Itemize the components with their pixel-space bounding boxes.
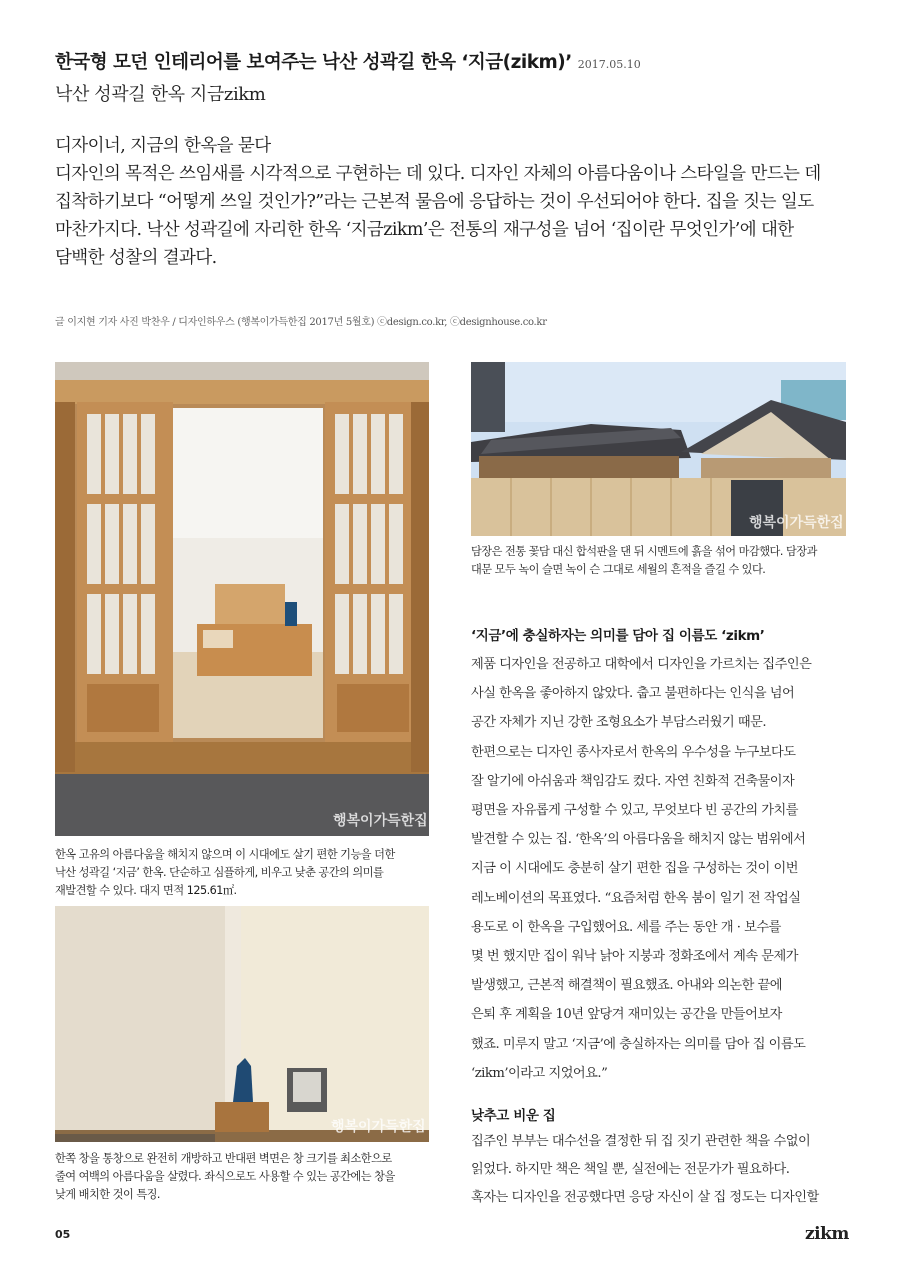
caption-line: 낮게 배치한 것이 특징. [55, 1188, 160, 1201]
body-line: 은퇴 후 계획을 10년 앞당겨 재미있는 공간을 만들어보자 [471, 1007, 782, 1023]
watermark: 행복이가득한집 [749, 515, 844, 531]
brand-logo: zikm [805, 1224, 849, 1244]
lead-line: 담백한 성찰의 결과다. [55, 248, 217, 268]
caption-line: 대문 모두 녹이 슬면 녹이 슨 그대로 세월의 흔적을 즐길 수 있다. [471, 563, 766, 576]
article-header [55, 48, 855, 74]
body-line: 발견할 수 있는 집. ‘한옥’의 아름다움을 해치지 않는 범위에서 [471, 832, 806, 848]
lead-line: 집착하기보다 “어떻게 쓰일 것인가?”라는 근본적 물음에 응답하는 것이 우선되어야 한다. 집을 짓는 일도 [55, 192, 814, 212]
body-line: 혹자는 디자인을 전공했다면 응당 자신이 살 집 정도는 디자인할 [471, 1190, 819, 1205]
caption-line: 한쪽 창을 통창으로 완전히 개방하고 반대편 벽면은 창 크기를 최소한으로 [55, 1152, 392, 1165]
roof-illustration [471, 362, 846, 536]
window-caption [55, 1150, 430, 1204]
lead-line: 디자인의 목적은 쓰임새를 시각적으로 구현하는 데 있다. 디자인 자체의 아름다움이나 스타일을 만드는 데 [55, 164, 821, 184]
body-line: 제품 디자인을 전공하고 대학에서 디자인을 가르치는 집주인은 [471, 657, 812, 672]
photo-credit: 글 이지현 기자 사진 박찬우 / 디자인하우스 (행복이가득한집 2017년 5월호) ⓒdesign.co.kr, ⓒdesignhouse.co.kr [55, 317, 547, 328]
body-line: 몇 번 했지만 집이 워낙 낡아 지붕과 정화조에서 계속 문제가 [471, 949, 798, 965]
body-line: 레노베이션의 목표였다. “요즘처럼 한옥 붐이 일기 전 작업실 [471, 890, 801, 906]
body-line: 평면을 자유롭게 구성할 수 있고, 무엇보다 빈 공간의 가치를 [471, 803, 798, 819]
doorway-illustration [55, 362, 429, 836]
roof-photo [471, 362, 846, 536]
doorway-caption [55, 846, 430, 900]
lead-line: 마찬가지다. 낙산 성곽길에 자리한 한옥 ‘지금zikm’은 전통의 재구성을 넘어 ‘집이란 무엇인가’에 대한 [55, 220, 794, 240]
article-title: 한국형 모던 인테리어를 보여주는 낙산 성곽길 한옥 ‘지금(zikm)’ [55, 52, 572, 73]
lead-heading: 디자이너, 지금의 한옥을 묻다 [55, 136, 271, 156]
watermark: 행복이가득한집 [331, 1119, 426, 1135]
body-line: ‘zikm’이라고 지었어요.” [471, 1065, 608, 1081]
body-line: 잘 알기에 아쉬움과 책임감도 컸다. 자연 친화적 건축물이자 [471, 773, 795, 789]
window-illustration [55, 906, 429, 1142]
body-line: 집주인 부부는 대수선을 결정한 뒤 집 짓기 관련한 책을 수없이 [471, 1134, 811, 1149]
article-date: 2017.05.10 [577, 58, 641, 71]
section-body-lowered [471, 1128, 849, 1212]
roof-caption [471, 543, 851, 579]
caption-line: 재발견할 수 있다. 대지 면적 125.61㎡. [55, 884, 237, 897]
watermark: 행복이가득한집 [333, 813, 428, 829]
body-line: 읽었다. 하지만 책은 책일 뿐, 실전에는 전문가가 필요하다. [471, 1162, 790, 1177]
doorway-photo [55, 362, 429, 836]
body-line: 했죠. 미루지 말고 ‘지금’에 충실하자는 의미를 담아 집 이름도 [471, 1036, 806, 1052]
window-photo [55, 906, 429, 1142]
lead-paragraph [55, 132, 845, 272]
article-subtitle: 낙산 성곽길 한옥 지금zikm [55, 84, 266, 105]
section-heading-zikm: ‘지금’에 충실하자는 의미를 담아 집 이름도 ‘zikm’ [471, 628, 765, 644]
section-body-zikm [471, 650, 849, 1088]
body-line: 사실 한옥을 좋아하지 않았다. 춥고 불편하다는 인식을 넘어 [471, 686, 795, 702]
body-line: 용도로 이 한옥을 구입했어요. 세를 주는 동안 개 · 보수를 [471, 919, 781, 935]
caption-line: 낙산 성곽길 ‘지금’ 한옥. 단순하고 심플하게, 비우고 낮춘 공간의 의미를 [55, 866, 384, 879]
body-line: 발생했고, 근본적 해결책이 필요했죠. 아내와 의논한 끝에 [471, 978, 783, 994]
page-number: 05 [55, 1228, 71, 1241]
body-line: 지금 이 시대에도 충분히 살기 편한 집을 구성하는 것이 이번 [471, 861, 798, 877]
caption-line: 줄여 여백의 아름다움을 살렸다. 좌식으로도 사용할 수 있는 공간에는 창을 [55, 1170, 395, 1183]
caption-line: 담장은 전통 꽃담 대신 합석판을 댄 뒤 시멘트에 흙을 섞어 마감했다. 담장과 [471, 545, 817, 558]
body-line: 공간 자체가 지닌 강한 조형요소가 부담스러웠기 때문. [471, 715, 767, 731]
section-heading-lowered: 낮추고 비운 집 [471, 1108, 556, 1124]
body-line: 한편으로는 디자인 종사자로서 한옥의 우수성을 누구보다도 [471, 744, 796, 760]
caption-line: 한옥 고유의 아름다움을 해치지 않으며 이 시대에도 살기 편한 기능을 더한 [55, 848, 395, 861]
